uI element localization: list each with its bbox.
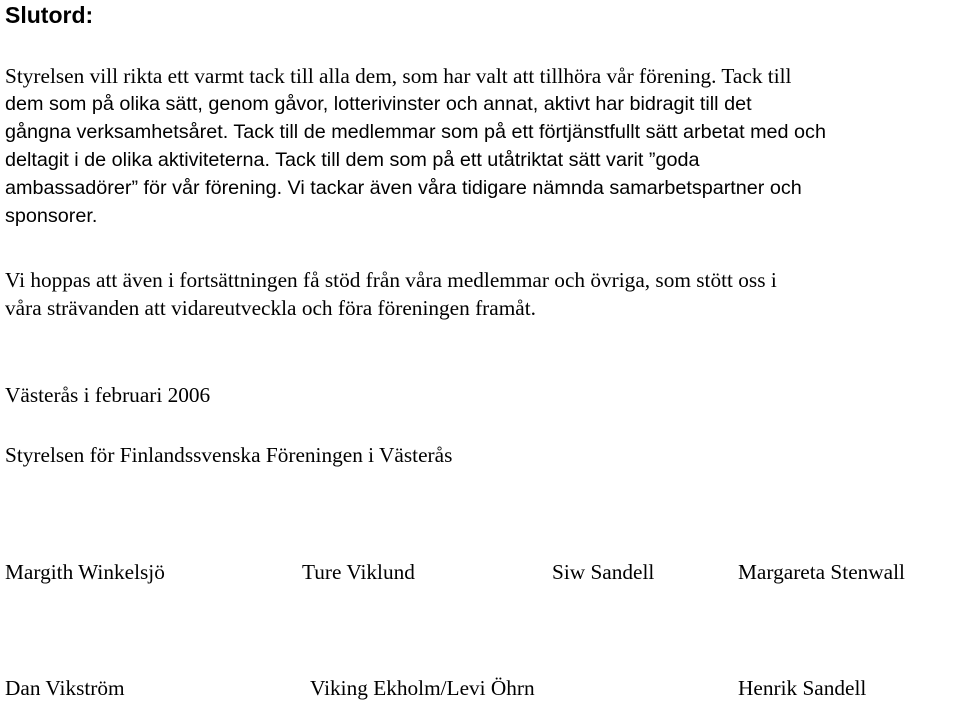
paragraph-line: deltagit i de olika aktiviteterna. Tack till dem som på ett utåtriktat sätt varit ”goda bbox=[5, 149, 700, 171]
paragraph-line: gångna verksamhetsåret. Tack till de medlemmar som på ett förtjänstfullt sätt arbetat med och bbox=[5, 121, 826, 143]
thanks-paragraph bbox=[5, 62, 955, 230]
signatory-name: Ture Viklund bbox=[302, 560, 415, 584]
signatory-name: Dan Vikström bbox=[5, 676, 125, 700]
paragraph-line: Styrelsen vill rikta ett varmt tack till alla dem, som har valt att tillhöra vår förening. Tack till bbox=[5, 64, 792, 88]
paragraph-line: Vi hoppas att även i fortsättningen få stöd från våra medlemmar och övriga, som stött oss i bbox=[5, 268, 777, 292]
signatory-name: Siw Sandell bbox=[552, 560, 655, 584]
signatory-name: Henrik Sandell bbox=[738, 676, 867, 700]
hope-paragraph bbox=[5, 266, 955, 322]
paragraph-line: sponsorer. bbox=[5, 205, 98, 227]
page-heading: Slutord: bbox=[5, 2, 94, 28]
paragraph-line: dem som på olika sätt, genom gåvor, lotterivinster och annat, aktivt har bidragit till det bbox=[5, 93, 752, 115]
signatory-name: Margareta Stenwall bbox=[738, 560, 905, 584]
signatory-name: Viking Ekholm/Levi Öhrn bbox=[310, 676, 535, 700]
paragraph-line: ambassadörer” för vår förening. Vi tackar även våra tidigare nämnda samarbetspartner och bbox=[5, 177, 802, 199]
signatory-name: Margith Winkelsjö bbox=[5, 560, 165, 584]
organization-signature: Styrelsen för Finlandssvenska Föreningen i Västerås bbox=[5, 443, 453, 467]
place-and-date: Västerås i februari 2006 bbox=[5, 383, 211, 407]
paragraph-line: våra strävanden att vidareutveckla och föra föreningen framåt. bbox=[5, 296, 536, 320]
